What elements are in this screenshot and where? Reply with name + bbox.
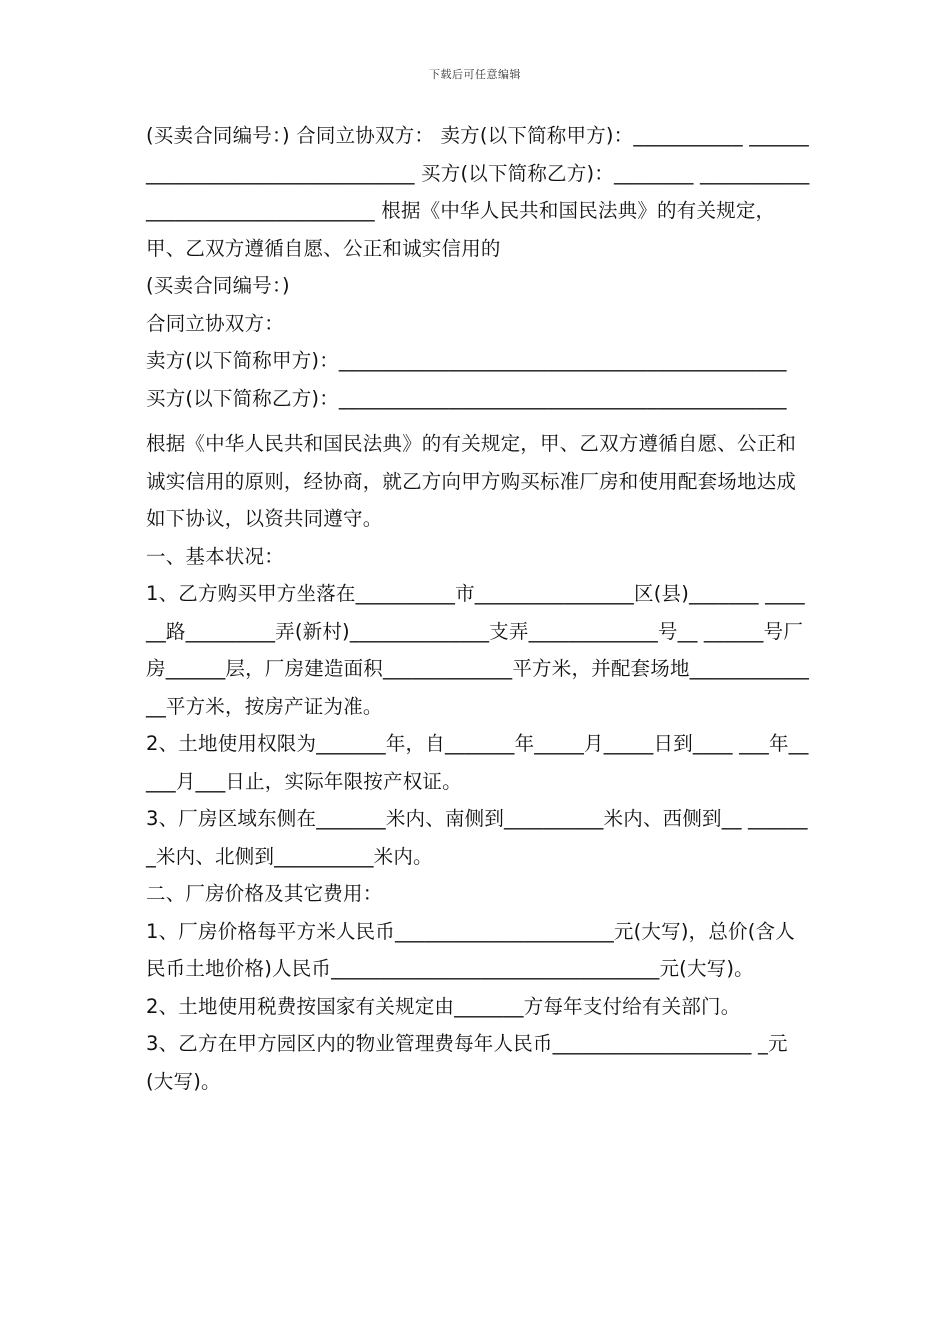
intro-paragraph: (买卖合同编号：) 合同立协双方： 卖方(以下简称甲方)：___________ _________________________________ 买方(以下简称乙方)：________ __________________________________ 根据《中华人民共和国民法典》的有关规定，甲、乙双方遵循自愿、公正和诚实信用的 [146, 124, 810, 260]
buyer-line: 买方(以下简称乙方)：_____________________________________________ [146, 386, 787, 410]
clause-2-3: 3、乙方在甲方园区内的物业管理费每年人民币____________________ _元(大写)。 [146, 1032, 788, 1093]
clause-1-1: 1、乙方购买甲方坐落在__________市________________区(县)_______ ______路_________弄(新村)______________支弄_____________号__ ______号厂房______层，厂房建造面积_____________平方米，并配套场地______________平方米，按房产证为准。 [146, 582, 810, 718]
page-header: 下载后可任意编辑 [429, 68, 521, 81]
basis-paragraph: 根据《中华人民共和国民法典》的有关规定，甲、乙双方遵循自愿、公正和诚实信用的原则，经协商，就乙方向甲方购买标准厂房和使用配套场地达成如下协议，以资共同遵守。 [146, 432, 797, 530]
seller-line: 卖方(以下简称甲方)：_____________________________________________ [146, 349, 787, 372]
clause-1-2: 2、土地使用权限为_______年，自_______年_____月_____日到____ ___年_____月___日止，实际年限按产权证。 [146, 732, 809, 793]
clause-1-3: 3、厂房区域东侧在_______米内、南侧到__________米内、西侧到__ _______米内、北侧到__________米内。 [146, 807, 808, 868]
section-1-heading: 一、基本状况： [146, 544, 284, 568]
section-2-heading: 二、厂房价格及其它费用： [146, 882, 383, 905]
contract-body [146, 117, 812, 1100]
clause-2-1: 1、厂房价格每平方米人民币______________________元(大写)，总价(含人民币土地价格)人民币_________________________________元(大写)。 [146, 919, 795, 980]
parties-heading: 合同立协双方： [146, 311, 284, 335]
contract-number-line: (买卖合同编号：) [146, 274, 290, 297]
clause-2-2: 2、土地使用税费按国家有关规定由_______方每年支付给有关部门。 [146, 994, 741, 1018]
